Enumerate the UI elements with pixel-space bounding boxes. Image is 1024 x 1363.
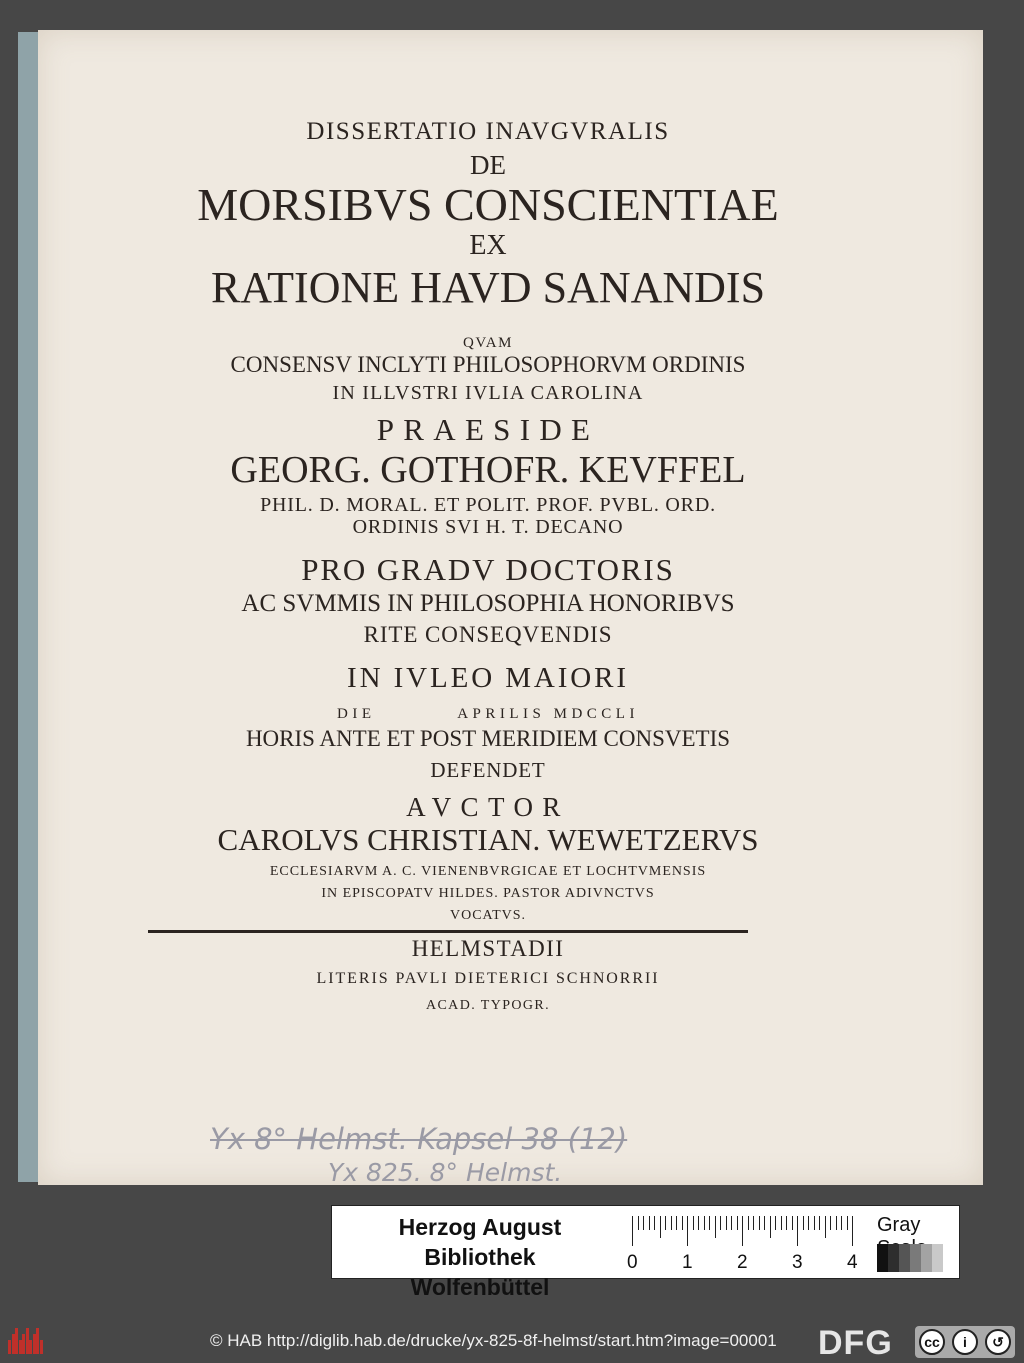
scale-tick [742,1216,743,1246]
author-name: CAROLVS CHRISTIAN. WEWETZERVS [217,822,759,857]
color-bar [331,1205,960,1300]
scale-tick [847,1216,848,1230]
imprint-typogr: ACAD. TYPOGR. [425,998,551,1013]
title-line-honoribus: AC SVMMIS IN PHILOSOPHIA HONORIBVS [241,590,735,617]
library-name-line1: Herzog August Bibliothek [398,1214,562,1270]
dfg-logo: DFG [818,1324,893,1362]
scale-tick [638,1216,639,1230]
scale-tick [731,1216,732,1230]
title-line-quam: QVAM [463,335,513,351]
title-line-dissertatio: DISSERTATIO INAVGVRALIS [306,118,670,145]
gray-swatch [910,1244,921,1272]
scale-tick [671,1216,672,1230]
author-office-2: IN EPISCOPATV HILDES. PASTOR ADIVNCTVS [321,886,655,901]
scale-tick [775,1216,776,1230]
logo-bar [40,1340,43,1354]
scale-tick [737,1216,738,1230]
scale-tick [781,1216,782,1230]
imprint-place: HELMSTADII [411,936,565,961]
scale-tick [786,1216,787,1230]
scale-tick [720,1216,721,1230]
viewer-footer [0,1320,1024,1363]
scale-tick [649,1216,650,1230]
title-line-de: DE [470,150,506,180]
author-office-3: VOCATVS. [450,908,526,923]
measuring-scale [627,1216,862,1273]
title-line-consensu: CONSENSV INCLYTI PHILOSOPHORVM ORDINIS [230,352,746,377]
scale-tick [759,1216,760,1230]
scale-tick [753,1216,754,1230]
gray-swatch [943,1244,954,1272]
disputation-date: DIE APRILIS MDCCLI [337,706,639,722]
sa-icon: ↺ [985,1329,1011,1355]
scale-tick [830,1216,831,1230]
citation-link[interactable]: © HAB http://diglib.hab.de/drucke/yx-825-8f-helmst/start.htm?image=00001 [210,1331,777,1350]
scale-tick [797,1216,798,1246]
gray-swatch [921,1244,932,1272]
gray-swatch [899,1244,910,1272]
scale-tick [682,1216,683,1230]
title-line-julia-carolina: IN ILLVSTRI IVLIA CAROLINA [332,382,644,404]
scale-tick [808,1216,809,1230]
library-name [340,1212,620,1302]
author-office-1: ECCLESIARVM A. C. VIENENBVRGICAE ET LOCHTVMENSIS [269,864,707,879]
scale-tick [660,1216,661,1238]
imprint-printer: LITERIS PAVLI DIETERICI SCHNORRII [316,970,660,987]
library-name-line2: Wolfenbüttel [410,1274,550,1300]
title-line-juleo: IN IVLEO MAIORI [347,662,629,694]
scale-tick [715,1216,716,1238]
scale-tick [770,1216,771,1238]
scale-tick [803,1216,804,1230]
scale-tick [676,1216,677,1230]
title-line-defendet: DEFENDET [430,758,546,782]
scale-number: 1 [682,1252,693,1273]
cc-icon: cc [919,1329,945,1355]
gray-swatch [888,1244,899,1272]
praeses-titles: PHIL. D. MORAL. ET POLIT. PROF. PVBL. ORD. [260,494,716,516]
scale-tick [709,1216,710,1230]
scale-tick [704,1216,705,1230]
gray-swatch [877,1244,888,1272]
scale-tick [748,1216,749,1230]
scale-tick [643,1216,644,1230]
scale-number: 0 [627,1252,638,1273]
title-line-horis: HORIS ANTE ET POST MERIDIEM CONSVETIS [245,726,731,751]
scale-tick [687,1216,688,1246]
divider-rule [148,930,748,933]
title-line-praeside: PRAESIDE [376,412,600,447]
scale-tick [726,1216,727,1230]
scale-tick [825,1216,826,1238]
title-line-pro-gradu: PRO GRADV DOCTORIS [301,552,675,587]
scale-tick [665,1216,666,1230]
by-icon: i [952,1329,978,1355]
scale-tick [819,1216,820,1230]
gray-scale-label: Gray [877,1214,921,1236]
praeses-name: GEORG. GOTHOFR. KEVFFEL [230,449,746,491]
praeses-decanus: ORDINIS SVI H. T. DECANO [352,516,624,538]
title-page [38,30,983,1185]
scale-tick [841,1216,842,1230]
scale-number: 2 [737,1252,748,1273]
title-line-ex: EX [469,230,507,261]
scale-number: 4 [847,1252,858,1273]
scale-tick [852,1216,853,1246]
cc-license-badge[interactable] [915,1326,1015,1358]
scale-tick [792,1216,793,1230]
scale-tick [764,1216,765,1230]
scale-tick [836,1216,837,1230]
title-line-ratione: RATIONE HAVD SANANDIS [210,263,766,312]
shelfmark: Yx 825. 8° Helmst. [328,1158,563,1187]
title-line-main: MORSIBVS CONSCIENTIAE [197,179,779,230]
scale-tick [698,1216,699,1230]
struck-shelfmark: Yx 8° Helmst. Kapsel 38 (12) [210,1122,628,1156]
title-line-consequendis: RITE CONSEQVENDIS [363,622,613,647]
title-line-auctor: AVCTOR [406,792,570,822]
scale-number: 3 [792,1252,803,1273]
scale-tick [814,1216,815,1230]
scale-tick [632,1216,633,1246]
scale-tick [693,1216,694,1230]
gray-swatch [932,1244,943,1272]
scale-tick [654,1216,655,1230]
